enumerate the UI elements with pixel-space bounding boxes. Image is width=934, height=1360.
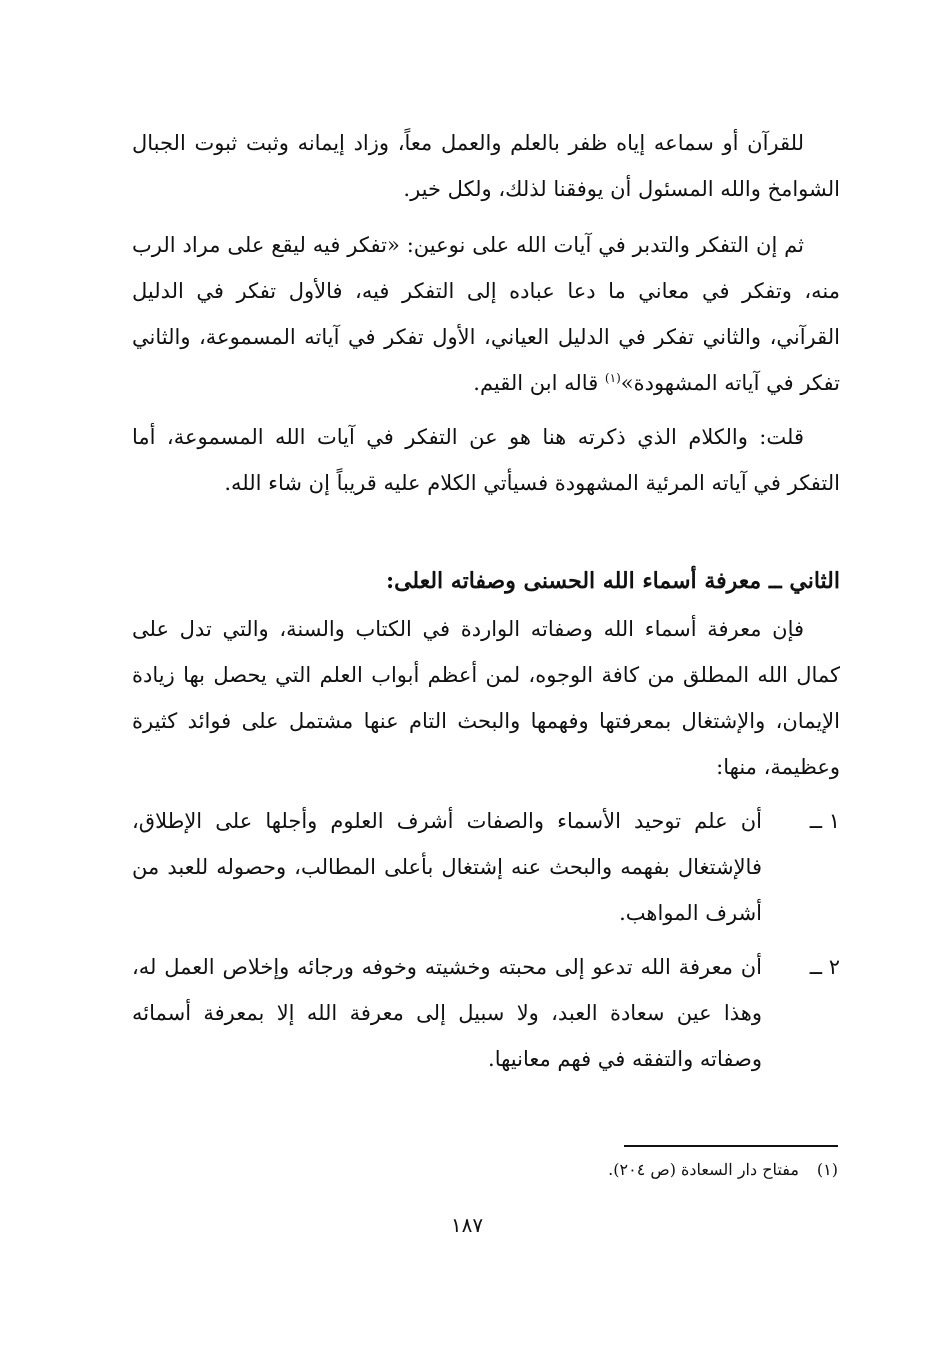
list-item-number: ١ ــ (809, 809, 840, 833)
paragraph-2 (132, 222, 840, 406)
footnote-number: (١) (816, 1160, 838, 1179)
paragraph-4 (132, 606, 840, 790)
footnote-divider (624, 1145, 838, 1147)
paragraph-3 (132, 414, 840, 506)
section-heading (132, 558, 840, 604)
list-item-text: أن علم توحيد الأسماء والصفات أشرف العلوم وأجلها على الإطلاق، فالإشتغال بفهمه والبحث عنه إشتغال بأعلى المطالب، وحصوله للعبد من أشرف المواهب. (132, 809, 762, 925)
section-heading-text: الثاني ــ معرفة أسماء الله الحسنى وصفاته العلى: (385, 568, 840, 594)
list-item (132, 944, 840, 1082)
footnote-text: مفتاح دار السعادة (ص ٢٠٤). (608, 1160, 799, 1179)
footnote (440, 1150, 838, 1190)
paragraph-1 (132, 120, 840, 212)
list-item-number: ٢ ــ (809, 955, 840, 979)
paragraph-3-text: قلت: والكلام الذي ذكرته هنا هو عن التفكر في آيات الله المسموعة، أما التفكر في آياته المرئية المشهودة فسيأتي الكلام عليه قريباً إن شاء الله. (132, 425, 840, 495)
page-number: ١٨٧ (450, 1213, 484, 1237)
paragraph-1-text: للقرآن أو سماعه إياه ظفر بالعلم والعمل معاً، وزاد إيمانه وثبت ثبوت الجبال الشوامخ والله المسئول أن يوفقنا لذلك، ولكل خير. (132, 131, 840, 201)
list-item-text: أن معرفة الله تدعو إلى محبته وخشيته وخوفه ورجائه وإخلاص العمل له، وهذا عين سعادة العبد، ولا سبيل إلى معرفة الله إلا بمعرفة أسمائه وصفاته والتفقه في فهم معانيها. (132, 955, 762, 1071)
list-item (132, 798, 840, 936)
paragraph-4-text: فإن معرفة أسماء الله وصفاته الواردة في الكتاب والسنة، والتي تدل على كمال الله المطلق من كافة الوجوه، لمن أعظم أبواب العلم التي يحصل بها زيادة الإيمان، والإشتغال بمعرفتها وفهمها والبحث التام عنها مشتمل على فوائد كثيرة وعظيمة، منها: (132, 617, 840, 779)
footnote-reference[interactable]: (١) (604, 371, 621, 385)
quote-attribution: قاله ابن القيم. (473, 371, 605, 395)
ibn-qayyim-quote: ثم إن التفكر والتدبر في آيات الله على نوعين: «تفكر فيه ليقع على مراد الرب منه، وتفكر في معاني ما دعا عباده إلى التفكر فيه، فالأول تفكر في الدليل القرآني، والثاني تفكر في الدليل العياني، الأول تفكر في آياته المسموعة، والثاني تفكر في آياته المشهودة» (132, 233, 840, 395)
